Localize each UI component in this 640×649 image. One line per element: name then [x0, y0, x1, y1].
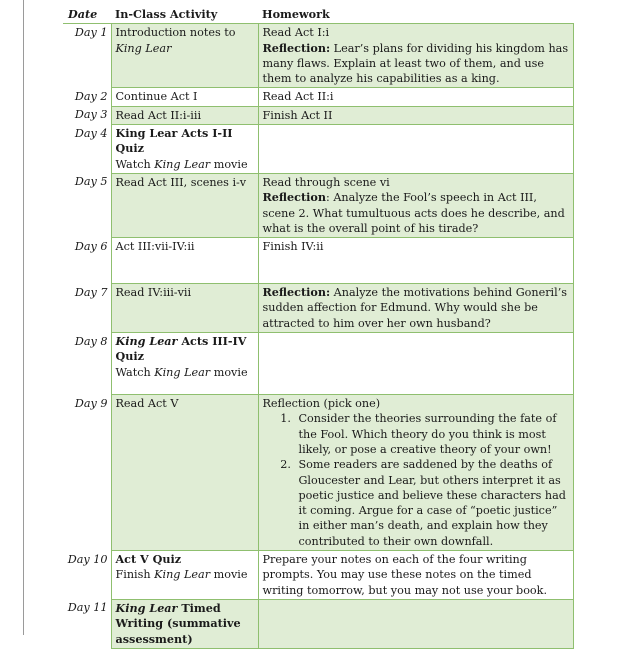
activity-cell: Continue Act I	[111, 88, 258, 106]
homework-cell	[258, 173, 573, 237]
page-margin-line	[23, 0, 24, 635]
table-row	[63, 125, 573, 174]
reflection-label: Reflection:	[262, 40, 331, 55]
header-date: Date	[68, 7, 98, 21]
table-row	[63, 106, 573, 124]
table-row	[63, 238, 573, 284]
table-row	[63, 333, 573, 395]
header-activity: In-Class Activity	[115, 7, 218, 21]
date-cell: Day 3	[74, 108, 108, 122]
quiz-title: King Lear	[115, 334, 178, 349]
activity-text: movie	[210, 365, 248, 379]
activity-cell	[111, 551, 258, 600]
table-row	[63, 88, 573, 106]
table-row	[63, 551, 573, 600]
activity-text: Introduction notes to	[115, 26, 236, 40]
homework-cell: Finish IV:ii	[258, 238, 573, 284]
table-row	[63, 173, 573, 237]
reflection-text: Lear’s plans for dividing his kingdom has many flaws. Explain at least two of them, and use them to analyze his capabilities as a king.	[262, 41, 569, 86]
homework-text: Read Act I:i	[262, 26, 330, 40]
date-cell: Day 9	[74, 396, 108, 410]
date-cell: Day 8	[74, 334, 108, 348]
date-cell: Day 4	[74, 126, 108, 140]
homework-cell	[258, 24, 573, 88]
activity-cell: Read IV:iii-vii	[111, 284, 258, 333]
activity-text: Watch	[115, 365, 155, 379]
homework-text: Read through scene vi	[262, 175, 390, 189]
table-header-row	[63, 5, 573, 24]
date-cell: Day 1	[74, 26, 108, 40]
activity-cell: Read Act V	[111, 395, 258, 551]
activity-text: Timed Writing (summative assessment)	[115, 600, 241, 646]
date-cell: Day 11	[67, 601, 108, 615]
homework-cell	[258, 333, 573, 395]
homework-cell	[258, 395, 573, 551]
activity-title: King Lear	[154, 568, 211, 582]
homework-text: Reflection (pick one)	[262, 397, 381, 411]
table-row	[63, 395, 573, 551]
date-cell: Day 5	[74, 175, 108, 189]
activity-text: movie	[210, 568, 248, 582]
quiz-label: King Lear Acts I-II Quiz	[115, 126, 233, 156]
activity-text: movie	[210, 157, 248, 171]
activity-cell: Read Act II:i-iii	[111, 106, 258, 124]
reflection-label: Reflection	[262, 190, 326, 205]
table-row	[63, 599, 573, 648]
list-item: 2. Some readers are saddened by the deaths of Gloucester and Lear, but others interpret it as poetic justice and believe these characters had it coming. Argue for a case of “poetic justice” in either man’s death, and explain how they contributed to their own downfall.	[295, 457, 570, 549]
activity-cell	[111, 125, 258, 174]
header-homework: Homework	[262, 7, 330, 21]
homework-cell	[258, 284, 573, 333]
activity-cell	[111, 333, 258, 395]
activity-cell: Act III:vii-IV:ii	[111, 238, 258, 284]
activity-title: King Lear	[115, 600, 178, 615]
homework-cell	[258, 125, 573, 174]
activity-cell: Read Act III, scenes i-v	[111, 173, 258, 237]
activity-title: King Lear	[154, 157, 211, 171]
activity-cell	[111, 24, 258, 88]
list-item: 1. Consider the theories surrounding the fate of the Fool. Which theory do you think is most likely, or pose a creative theory of your own!	[295, 411, 570, 457]
homework-cell	[258, 599, 573, 648]
homework-cell: Finish Act II	[258, 106, 573, 124]
activity-title: King Lear	[154, 365, 211, 379]
date-cell: Day 7	[74, 285, 108, 299]
date-cell: Day 2	[74, 89, 108, 103]
schedule-table	[63, 5, 574, 649]
activity-text: Watch	[115, 157, 155, 171]
table-row	[63, 24, 573, 88]
homework-cell: Prepare your notes on each of the four writing prompts. You may use these notes on the timed writing tomorrow, but you may not use your book.	[258, 551, 573, 600]
date-cell: Day 6	[74, 239, 108, 253]
table-row	[63, 284, 573, 333]
activity-text: Finish	[115, 568, 155, 582]
quiz-label: Act V Quiz	[115, 552, 182, 567]
activity-title: King Lear	[115, 41, 172, 55]
reflection-text: : Analyze the Fool’s speech in Act III, scene 2. What tumultuous acts does he describe, and what is the overall point of his tirade?	[262, 191, 565, 235]
reflection-text: Analyze the motivations behind Goneril’s sudden affection for Edmund. Why would she be attracted to him over her own husband?	[262, 286, 567, 330]
reflection-list	[263, 411, 570, 549]
homework-cell: Read Act II:i	[258, 88, 573, 106]
date-cell: Day 10	[67, 552, 108, 566]
activity-cell	[111, 599, 258, 648]
reflection-label: Reflection:	[262, 285, 331, 300]
quiz-label: Acts III-IV Quiz	[115, 334, 247, 364]
